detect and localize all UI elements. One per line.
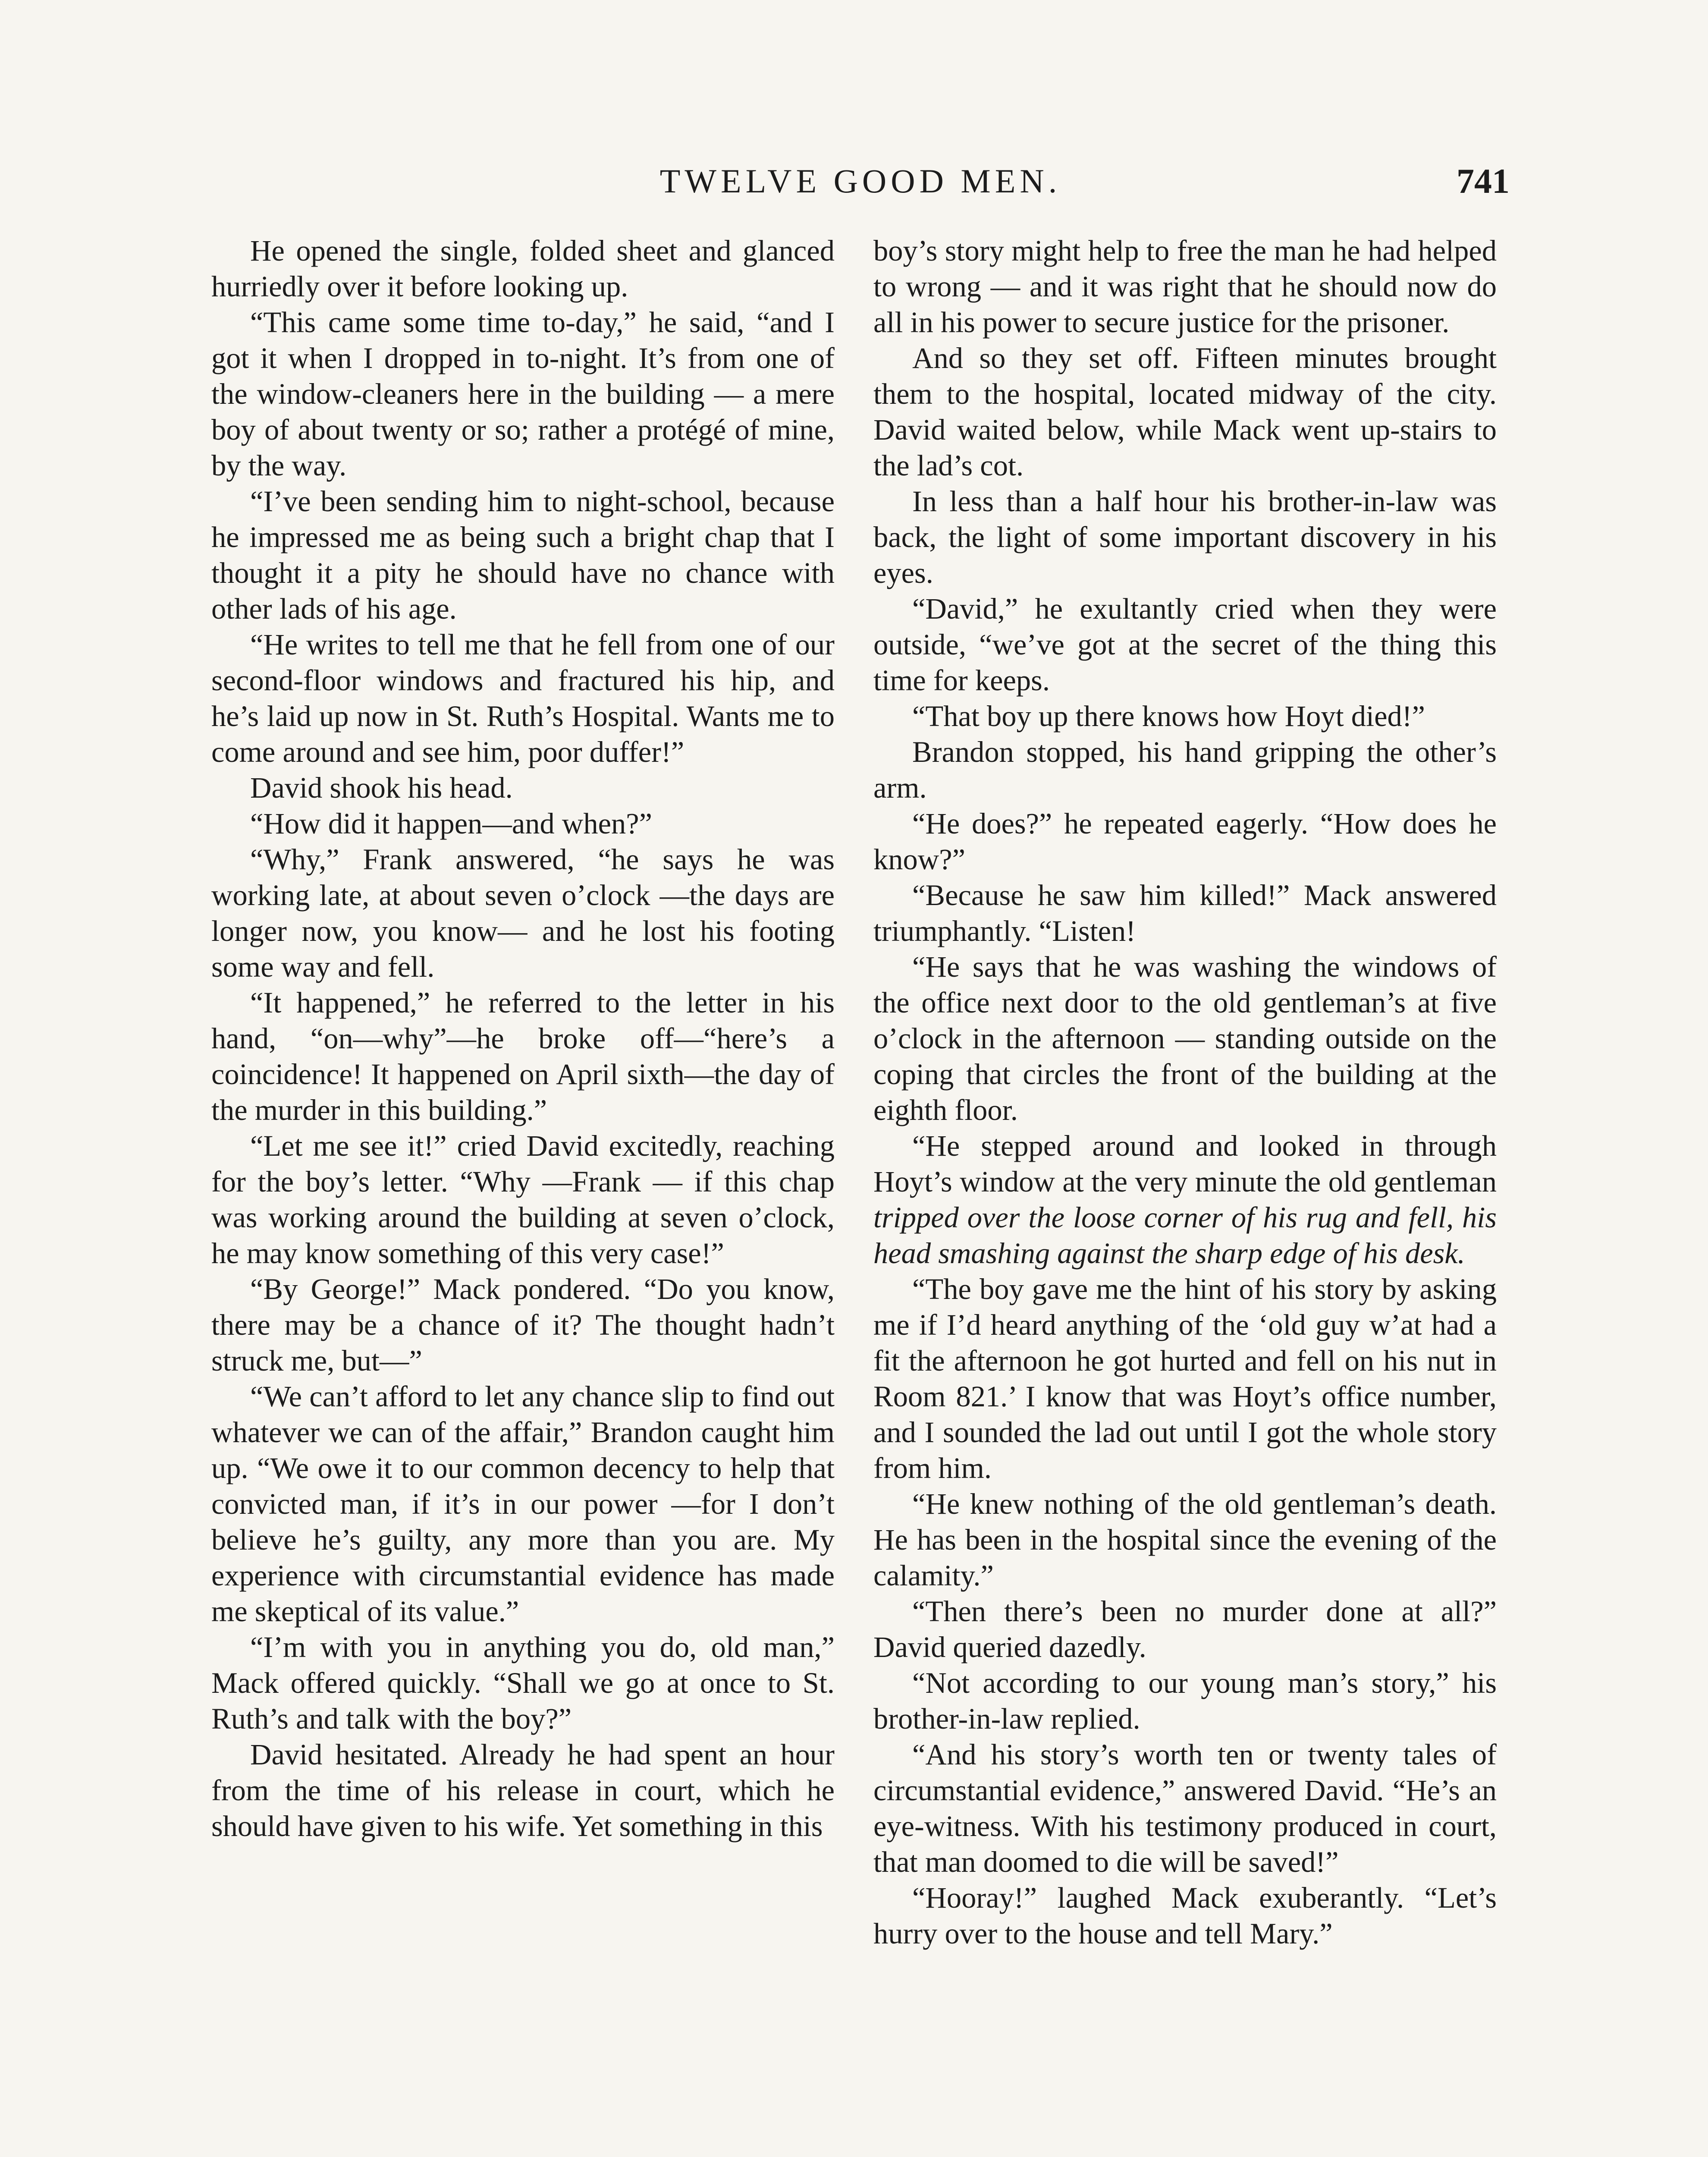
paragraph: “Because he saw him killed!” Mack answered triumphantly. “Listen! (873, 879, 1497, 947)
page-number: 741 (1457, 161, 1510, 201)
paragraph: “He writes to tell me that he fell from one of our second-floor windows and fractured his hip, and he’s laid up now in St. Ruth’s Hospital. Wants me to come around and see him, poor duffer!” (211, 628, 835, 768)
paragraph: He opened the single, folded sheet and glanced hurriedly over it before looking up. (211, 234, 835, 303)
paragraph: “We can’t afford to let any chance slip to find out whatever we can of the affair,” Brandon caught him up. “We owe it to our common decency to help that convicted man, if it’s in our power —for I don’t believe he’s guilty, any more than you are. My experience with circumstantial evidence has made me skeptical of its value.” (211, 1380, 835, 1628)
paragraph: Brandon stopped, his hand gripping the other’s arm. (873, 736, 1497, 804)
paragraph: David shook his head. (250, 771, 513, 804)
continued-paragraph: boy’s story might help to free the man he had helped to wrong — and it was right that he should now do all in his power to secure justice for the prisoner. (873, 234, 1497, 339)
paragraph: “Hooray!” laughed Mack exuberantly. “Let’s hurry over to the house and tell Mary.” (873, 1881, 1497, 1950)
paragraph: “And his story’s worth ten or twenty tales of circumstantial evidence,” answered David. “He’s an eye-witness. With his testimony produced in court, that man doomed to die will be saved!” (873, 1738, 1497, 1878)
paragraph: “How did it happen—and when?” (250, 807, 653, 840)
paragraph: David hesitated. Already he had spent an hour from the time of his release in court, which he should have given to his wife. Yet something in this (211, 1738, 835, 1843)
paragraph: “He knew nothing of the old gentleman’s death. He has been in the hospital since the evening of the calamity.” (873, 1487, 1497, 1592)
left-column (211, 233, 835, 1844)
paragraph: “Not according to our young man’s story,” his brother-in-law replied. (873, 1666, 1497, 1735)
right-column (873, 233, 1497, 1952)
running-title: TWELVE GOOD MEN. (659, 162, 1061, 200)
paragraph: “David,” he exultantly cried when they were outside, “we’ve got at the secret of the thing this time for keeps. (873, 592, 1497, 697)
paragraph: “Then there’s been no murder done at all?” David queried dazedly. (873, 1595, 1497, 1663)
paragraph: “The boy gave me the hint of his story by asking me if I’d heard anything of the ‘old guy w’at had a fit the afternoon he got hurted and fell on his nut in Room 821.’ I know that was Hoyt’s office number, and I sounded the lad out until I got the whole story from him. (873, 1273, 1497, 1484)
paragraph: “Why,” Frank answered, “he says he was working late, at about seven o’clock —the days are longer now, you know— and he lost his footing some way and fell. (211, 843, 835, 983)
italic-lead-in: “He stepped around and looked in through Hoyt’s window at the very minute the old gentleman (873, 1129, 1497, 1198)
paragraph: “He says that he was washing the windows of the office next door to the old gentleman’s at five o’clock in the afternoon — standing outside on the coping that circles the front of the building at the eighth floor. (873, 950, 1497, 1126)
paragraph: “This came some time to-day,” he said, “and I got it when I dropped in to-night. It’s from one of the window-cleaners here in the building — a mere boy of about twenty or so; rather a protégé of mine, by the way. (211, 306, 835, 482)
paragraph: And so they set off. Fifteen minutes brought them to the hospital, located midway of the city. David waited below, while Mack went up-stairs to the lad’s cot. (873, 342, 1497, 482)
paragraph: In less than a half hour his brother-in-law was back, the light of some important discovery in his eyes. (873, 485, 1497, 589)
page-header (211, 155, 1510, 207)
paragraph: “By George!” Mack pondered. “Do you know, there may be a chance of it? The thought hadn’t struck me, but—” (211, 1273, 835, 1377)
paragraph: “I’ve been sending him to night-school, because he impressed me as being such a bright chap that I thought it a pity he should have no chance with other lads of his age. (211, 485, 835, 625)
italic-passage: tripped over the loose corner of his rug and fell, his head smashing against the sharp edge of his desk. (873, 1201, 1497, 1270)
paragraph-with-italic (873, 1128, 1497, 1271)
paragraph: “I’m with you in anything you do, old man,” Mack offered quickly. “Shall we go at once to St. Ruth’s and talk with the boy?” (211, 1631, 835, 1735)
paragraph: “That boy up there knows how Hoyt died!” (912, 700, 1425, 733)
paragraph: “He does?” he repeated eagerly. “How does he know?” (873, 807, 1497, 876)
paragraph: “Let me see it!” cried David excitedly, reaching for the boy’s letter. “Why —Frank — if this chap was working around the building at seven o’clock, he may know something of this very case!” (211, 1129, 835, 1270)
paragraph: “It happened,” he referred to the letter in his hand, “on—why”—he broke off—“here’s a coincidence! It happened on April sixth—the day of the murder in this building.” (211, 986, 835, 1126)
